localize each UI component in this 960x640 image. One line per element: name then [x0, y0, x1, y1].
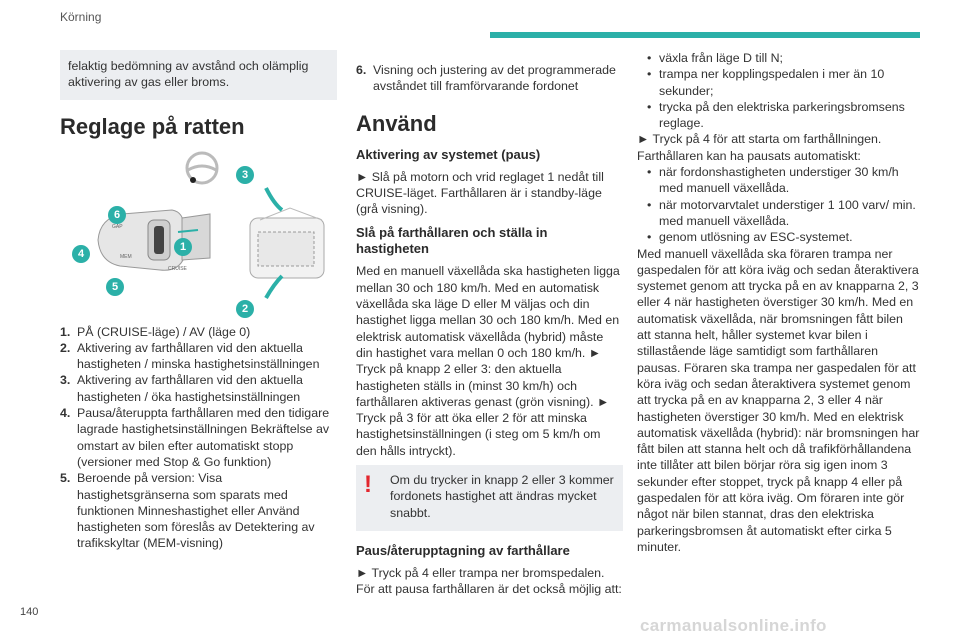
section-heading: Använd: [356, 110, 437, 136]
warning-icon: !: [364, 471, 372, 499]
paragraph: ► Slå på motorn och vrid reglaget 1 nedåt till CRUISE-läget. Farthållaren är i standby-läge (grå visning).: [356, 169, 604, 217]
column-1: [60, 50, 337, 552]
steering-diagram: [60, 148, 337, 324]
note-box: [60, 50, 337, 100]
warning-text: Om du trycker in knapp 2 eller 3 kommer fordonets hastighet att ändras mycket snabbt.: [390, 473, 614, 520]
callout-4: 4: [72, 245, 90, 263]
section-title: Körning: [60, 10, 102, 24]
svg-text:CRUISE: CRUISE: [168, 265, 187, 272]
column-2: [356, 62, 623, 598]
list-item: 2. Aktivering av farthållaren vid den aktuella hastigheten / minska hastighetsinställningen: [60, 340, 320, 372]
header-accent-bar: [490, 32, 920, 38]
stalk-side-illustration: [250, 188, 324, 298]
steering-wheel-icon: [187, 153, 217, 183]
subheading: Paus/återupptagning av farthållare: [356, 542, 570, 558]
list-item: • trycka på den elektriska parkeringsbromsens reglage.: [647, 99, 905, 131]
paragraph: Farthållaren kan ha pausats automatiskt:: [637, 148, 861, 163]
paragraph: ► Tryck på 4 eller trampa ner bromspedalen. För att pausa farthållaren är det också möjlig att:: [356, 565, 622, 597]
list-item: • trampa ner kopplingspedalen i mer än 10 sekunder;: [647, 67, 885, 98]
callout-1: 1: [174, 238, 192, 256]
svg-text:GAP: GAP: [112, 223, 123, 230]
controls-list: [60, 324, 337, 552]
svg-text:MEM: MEM: [120, 253, 132, 260]
list-item: • växla från läge D till N;: [647, 51, 783, 65]
list-item: • genom utlösning av ESC-systemet.: [647, 230, 853, 245]
list-item: 6. Visning och justering av det programmerade avståndet till framförvarande fordonet: [356, 63, 616, 94]
list-item: 3. Aktivering av farthållaren vid den aktuella hastigheten / öka hastighetsinställningen: [60, 373, 303, 404]
subheading: Aktivering av systemet (paus): [356, 146, 541, 162]
callout-2: 2: [236, 300, 254, 318]
callout-3: 3: [236, 166, 254, 184]
paragraph: Med en manuell växellåda ska hastigheten ligga mellan 30 och 180 km/h. Med en automatisk växellåda ska läge D eller M väljas och din hastighet ligga mellan 30 och 180 km/h. Med en elektrisk automatisk växellåda (hybrid) måste din hastighet vara mellan 0 och 180 km/h. ► Tryck på knapp 2 eller 3: den aktuella hastigheten ställs in (minst 30 km/h) och farthållaren aktiveras genast (grön visning). ► Tryck på 3 för att öka eller 2 för att minska hastighetsinställningen (i steg om 5 km/h om den hålls intryckt).: [356, 264, 620, 458]
list-item: 4. Pausa/återuppta farthållaren med den tidigare lagrade hastighetsinställningen Bekräftelse av omstart av bilen efter automatiskt stopp (versioner med Stop & Go funktion): [60, 406, 330, 469]
column-3: [637, 50, 920, 555]
watermark: carmanualsonline.info: [640, 616, 827, 635]
section-heading: Reglage på ratten: [60, 113, 245, 139]
list-item: 1. PÅ (CRUISE-läge) / AV (läge 0): [60, 324, 251, 339]
paragraph: Med manuell växellåda ska föraren trampa ner gaspedalen för att köra iväg och sedan återaktivera systemet genom att trycka på en av knapparna 2, 3 eller 4 när hastigheten överstiger 30 km/h. Med en automatisk växellåda, när bromsningen fått bilen att stanna helt, håller systemet kvar bilen i stillastående läge samtidigt som farthållaren pausas. Föraren ska trampa ner gaspedalen för att köra iväg och sedan återaktivera systemet genom att trycka på en av knapparna 2, 3 eller 4 när hastigheten överstiger 30 km/h. Med en elektrisk automatisk växellåda (hybrid): när bromsningen har fått bilen att stanna helt och då trafikförhållandena inte tillåter att bilen börjar röra sig igen inom 3 sekunder efter stoppet, tryck på knapp 4 eller på gaspedalen för att köra iväg. Om föraren inte gör något när bilen stannat, dras den elektriska parkeringsbromsen åt automatiskt efter cirka 5 minuter.: [637, 246, 920, 554]
callout-6: 6: [108, 206, 126, 224]
list-item: • när motorvarvtalet understiger 1 100 varv/ min. med manuell växellåda.: [647, 197, 916, 228]
page-number: 140: [20, 606, 39, 618]
paragraph: ► Tryck på 4 för att starta om farthållningen.: [637, 132, 882, 147]
note-text: felaktig bedömning av avstånd och olämplig aktivering av gas eller broms.: [68, 59, 309, 90]
subheading: Slå på farthållaren och ställa in hastigheten: [356, 225, 548, 257]
steering-controls-figure: [60, 148, 337, 324]
list-item: • när fordonshastigheten understiger 30 km/h med manuell växellåda.: [647, 165, 899, 196]
warning-box: [356, 465, 623, 531]
callout-5: 5: [106, 278, 124, 296]
list-item: 5. Beroende på version: Visa hastighetsgränserna som sparats med funktionen Minneshastighet eller Använd hastigheten som föreslås av Detektering av trafikskyltar (MEM-visning): [60, 471, 315, 551]
